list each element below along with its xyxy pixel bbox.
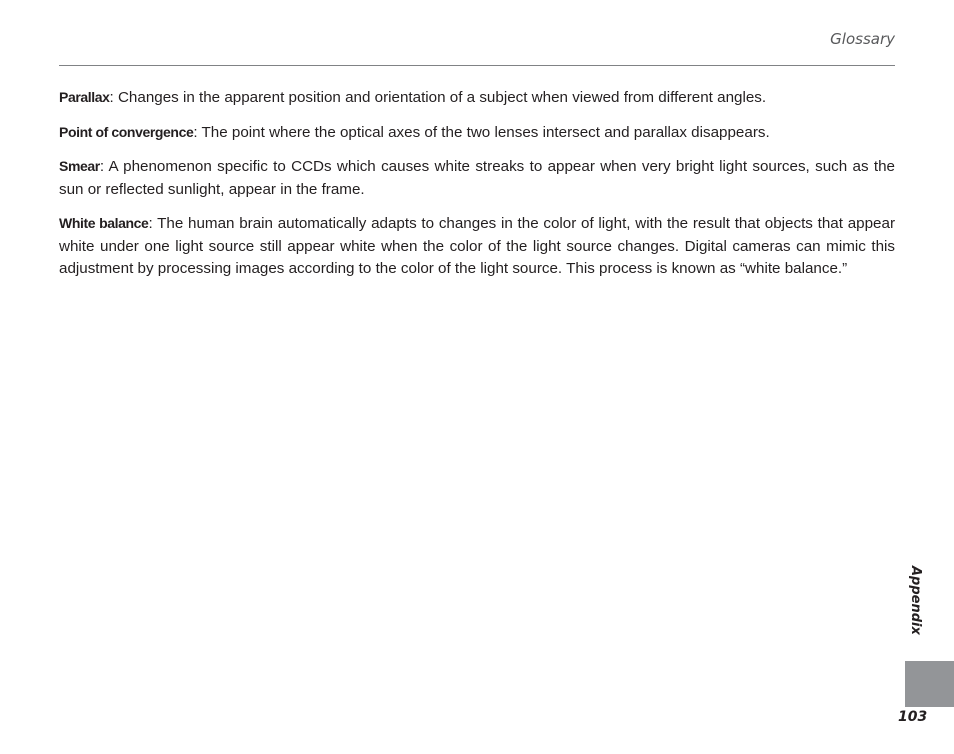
glossary-definition: : A phenomenon specific to CCDs which causes white streaks to appear when very bright light sources, such as the sun or reflected sunlight, appear in the frame. — [59, 158, 895, 198]
page-number: 103 — [898, 709, 928, 725]
glossary-term: White balance — [59, 215, 149, 231]
glossary-entry-point-of-convergence — [59, 121, 895, 145]
glossary-entry-smear — [59, 155, 895, 201]
glossary-entry-white-balance — [59, 212, 895, 281]
glossary-entry-parallax — [59, 86, 895, 110]
glossary-definition: : Changes in the apparent position and orientation of a subject when viewed from different angles. — [109, 89, 767, 106]
header-divider — [59, 65, 895, 66]
chapter-side-label: Appendix — [908, 566, 923, 635]
chapter-thumb-tab — [905, 661, 954, 707]
glossary-definition: : The human brain automatically adapts to changes in the color of light, with the result that objects that appear white under one light source still appear white when the color of the light source changes. Digital cameras can mimic this adjustment by processing images according to the color of the light source. This process is known as “white balance.” — [59, 215, 895, 277]
glossary-term: Parallax — [59, 89, 110, 105]
glossary-term: Point of convergence — [59, 123, 194, 140]
glossary-list — [59, 86, 895, 292]
glossary-definition: : The point where the optical axes of the two lenses intersect and parallax disappears. — [193, 123, 770, 141]
running-header-title: Glossary — [830, 30, 895, 48]
glossary-term: Smear — [59, 158, 100, 174]
